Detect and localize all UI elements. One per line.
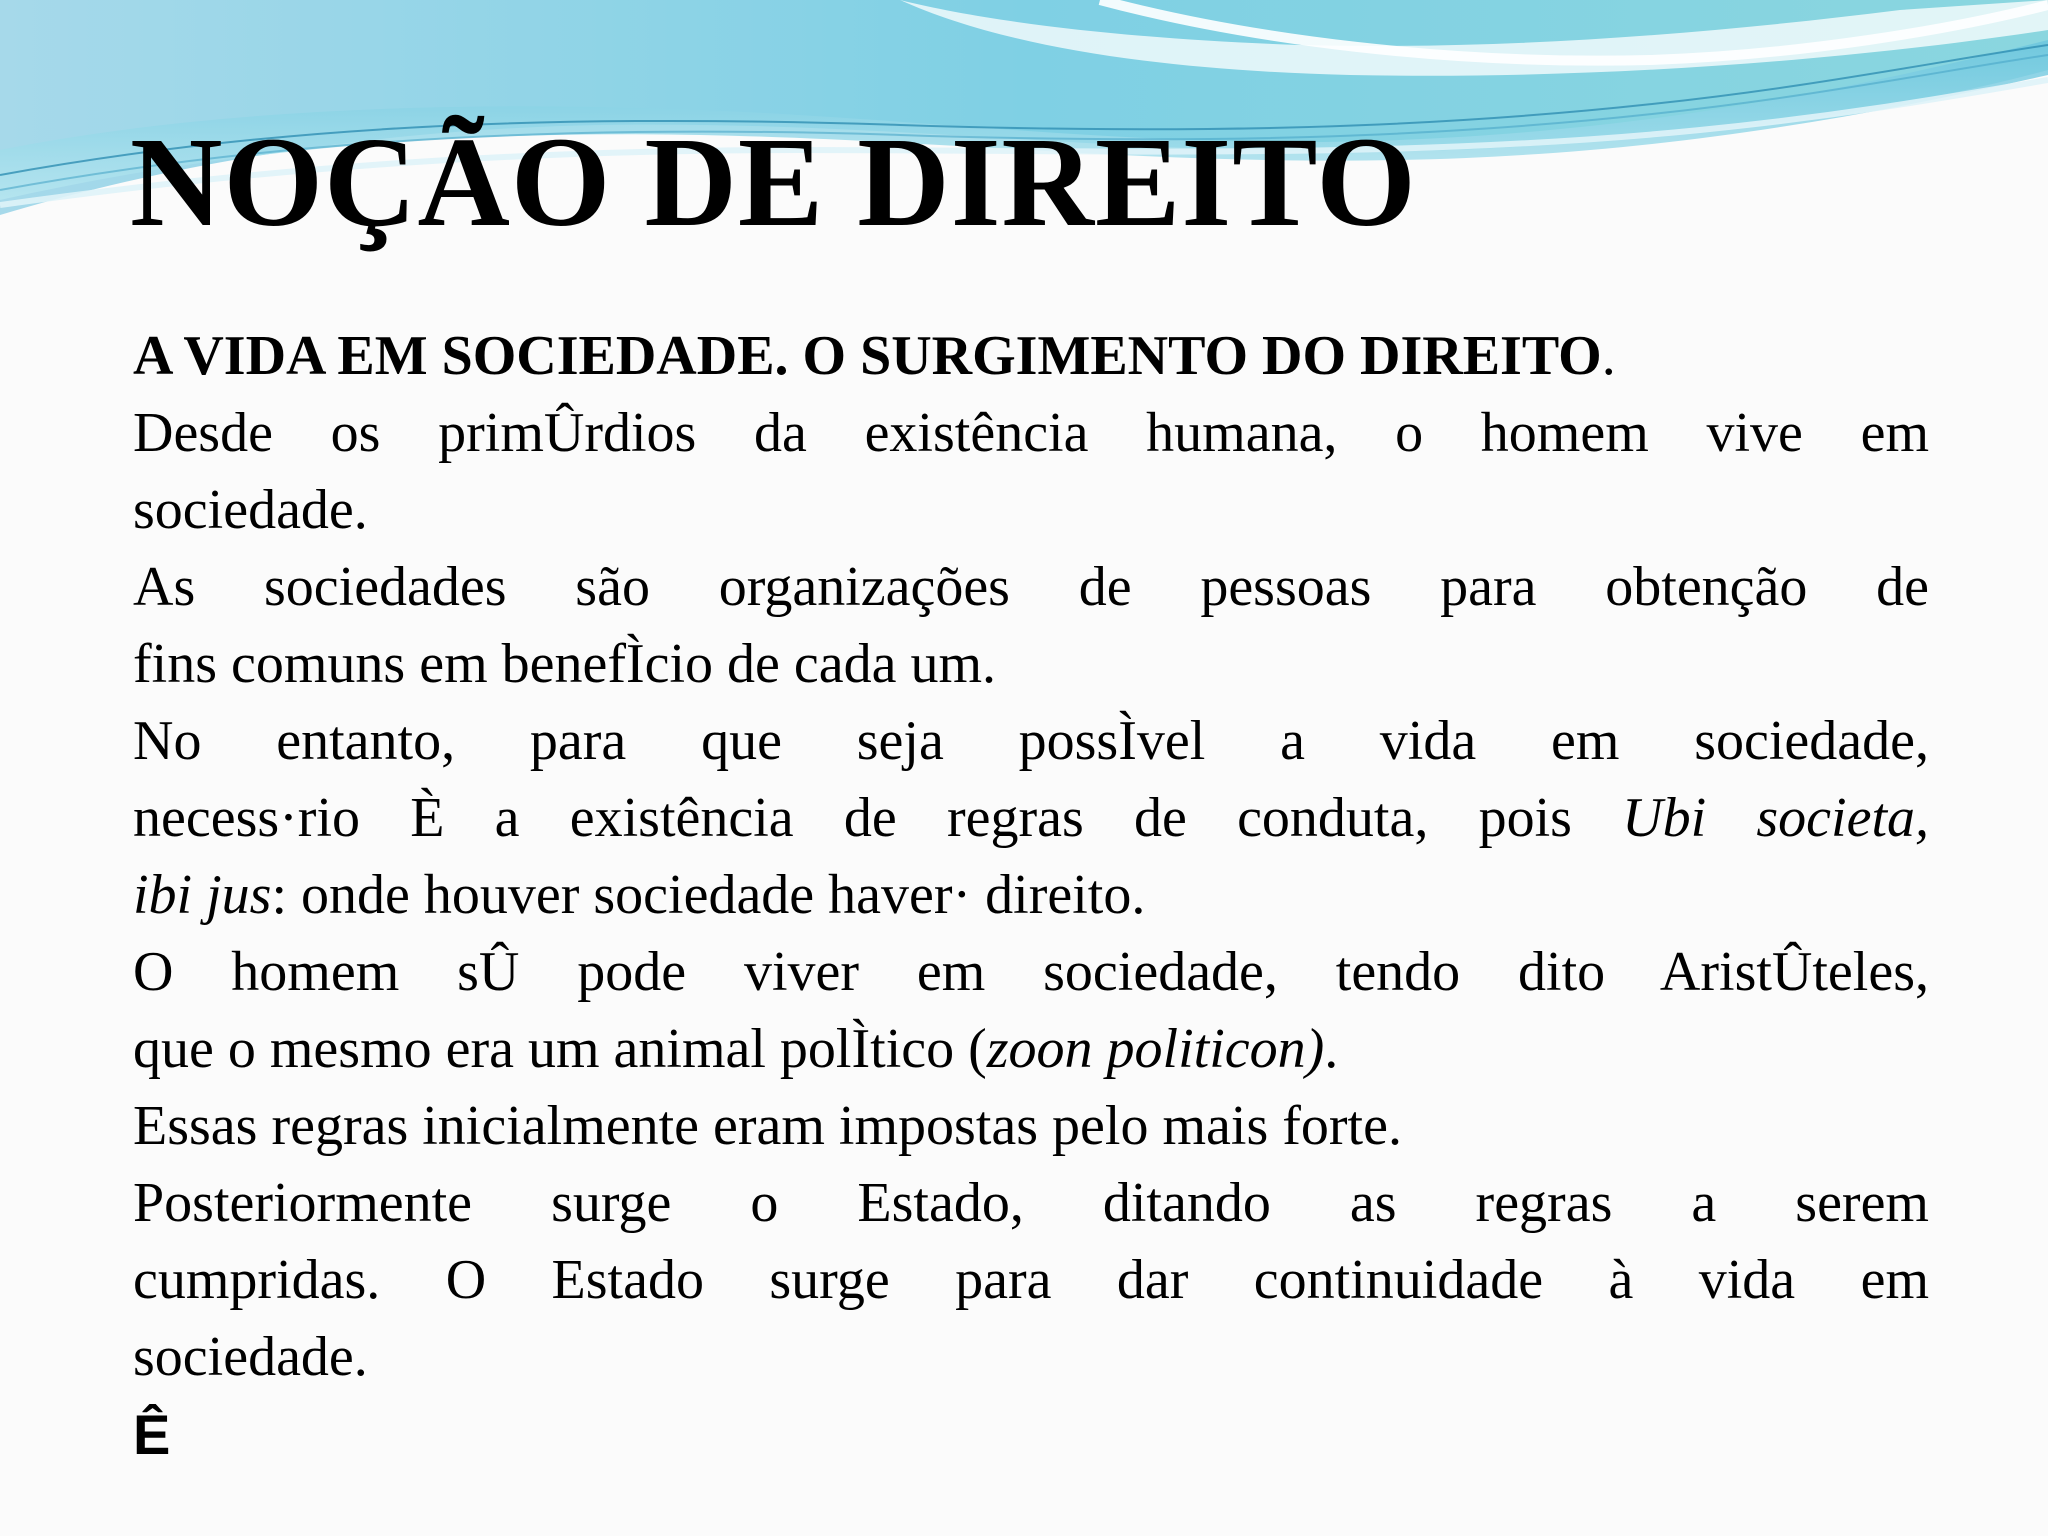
slide-title: NOÇÃO DE DIREITO: [130, 111, 1417, 253]
bullet-glyph: Ê: [133, 1403, 171, 1466]
paragraph-line: Posteriormente surge o Estado, ditando as regras a serem: [133, 1172, 1929, 1234]
subheading: A VIDA EM SOCIEDADE. O SURGIMENTO DO DIREITO: [133, 325, 1602, 387]
latin-phrase: ibi jus: [133, 864, 272, 926]
paragraph-text: : onde houver sociedade haver· direito.: [271, 864, 1146, 926]
paragraph-line: cumpridas. O Estado surge para dar continuidade à vida em: [133, 1249, 1929, 1311]
paragraph-line: [133, 780, 1929, 857]
subheading-period: .: [1601, 325, 1616, 387]
greek-phrase: zoon politicon): [986, 1018, 1325, 1080]
paragraph-line: sociedade.: [133, 479, 368, 541]
paragraph-line: As sociedades são organizações de pessoas para obtenção de: [133, 556, 1929, 618]
paragraph-line: fins comuns em benefÌcio de cada um.: [133, 633, 997, 695]
paragraph-line: sociedade.: [133, 1326, 368, 1388]
paragraph-line: Essas regras inicialmente eram impostas pelo mais forte.: [133, 1095, 1402, 1157]
paragraph-line: No entanto, para que seja possÌvel a vida em sociedade,: [133, 710, 1929, 772]
paragraph-line: [133, 1011, 1933, 1088]
slide-body: [133, 318, 1933, 1473]
paragraph-line: Desde os primÛrdios da existência humana, o homem vive em: [133, 402, 1929, 464]
paragraph-line: O homem sÛ pode viver em sociedade, tendo dito AristÛteles,: [133, 941, 1929, 1003]
paragraph-line: [133, 857, 1933, 934]
subheading-line: [133, 318, 1933, 395]
paragraph-text: que o mesmo era um animal polÌtico (: [133, 1018, 987, 1080]
latin-phrase: Ubi societa,: [1622, 787, 1930, 849]
paragraph-text: necess·rio È a existência de regras de conduta, pois: [133, 787, 1623, 849]
paragraph-text: .: [1324, 1018, 1339, 1080]
